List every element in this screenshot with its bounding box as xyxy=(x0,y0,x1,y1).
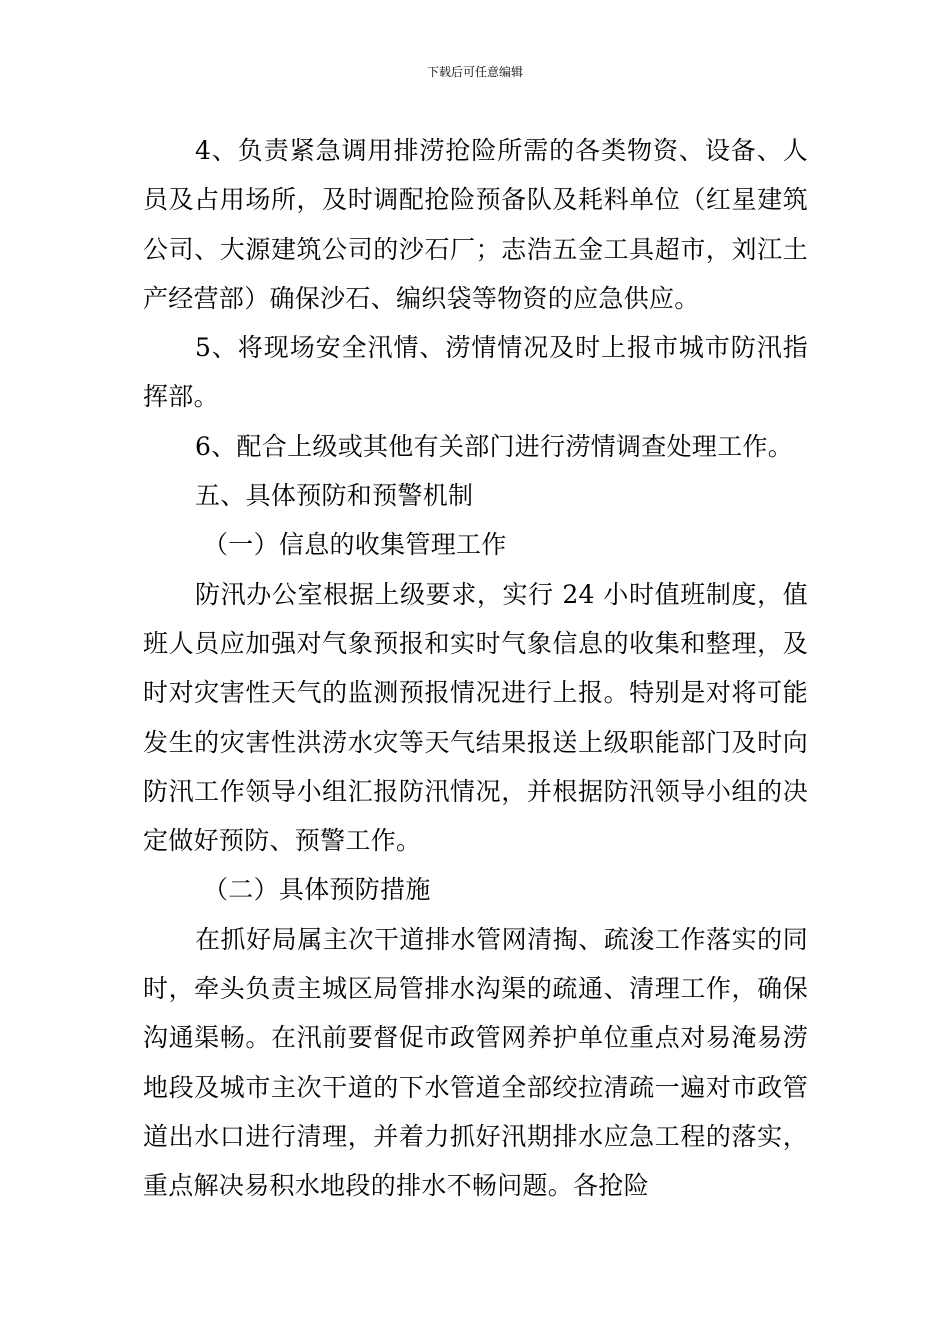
page-header-note: 下载后可任意编辑 xyxy=(426,65,523,79)
paragraph-info-collection: 防汛办公室根据上级要求，实行 24 小时值班制度，值班人员应加强对气象预报和实时气象信息的收集和整理，及时对灾害性天气的监测预报情况进行上报。特别是对将可能发生的灾害性洪涝水灾等天气结果报送上级职能部门及时向防汛工作领导小组汇报防汛情况，并根据防汛领导小组的决定做好预防、预警工作。 xyxy=(143,579,808,856)
subsection-heading-1: （一）信息的收集管理工作 xyxy=(203,530,507,560)
subsection-heading-2: （二）具体预防措施 xyxy=(203,875,431,905)
document-body xyxy=(143,126,808,1211)
paragraph-item-5: 5、将现场安全汛情、涝情情况及时上报市城市防汛指挥部。 xyxy=(143,333,808,412)
section-heading-5: 五、具体预防和预警机制 xyxy=(195,481,474,511)
paragraph-item-4: 4、负责紧急调用排涝抢险所需的各类物资、设备、人员及占用场所，及时调配抢险预备队及耗料单位（红星建筑公司、大源建筑公司的沙石厂；志浩五金工具超市，刘江土产经营部）确保沙石、编织袋等物资的应急供应。 xyxy=(143,136,808,313)
paragraph-prevention-measures: 在抓好局属主次干道排水管网清掏、疏浚工作落实的同时，牵头负责主城区局管排水沟渠的疏通、清理工作，确保沟通渠畅。在汛前要督促市政管网养护单位重点对易淹易涝地段及城市主次干道的下水管道全部绞拉清疏一遍对市政管道出水口进行清理，并着力抓好汛期排水应急工程的落实，重点解决易积水地段的排水不畅问题。各抢险 xyxy=(143,924,808,1201)
paragraph-item-6: 6、配合上级或其他有关部门进行涝情调查处理工作。 xyxy=(195,431,794,461)
